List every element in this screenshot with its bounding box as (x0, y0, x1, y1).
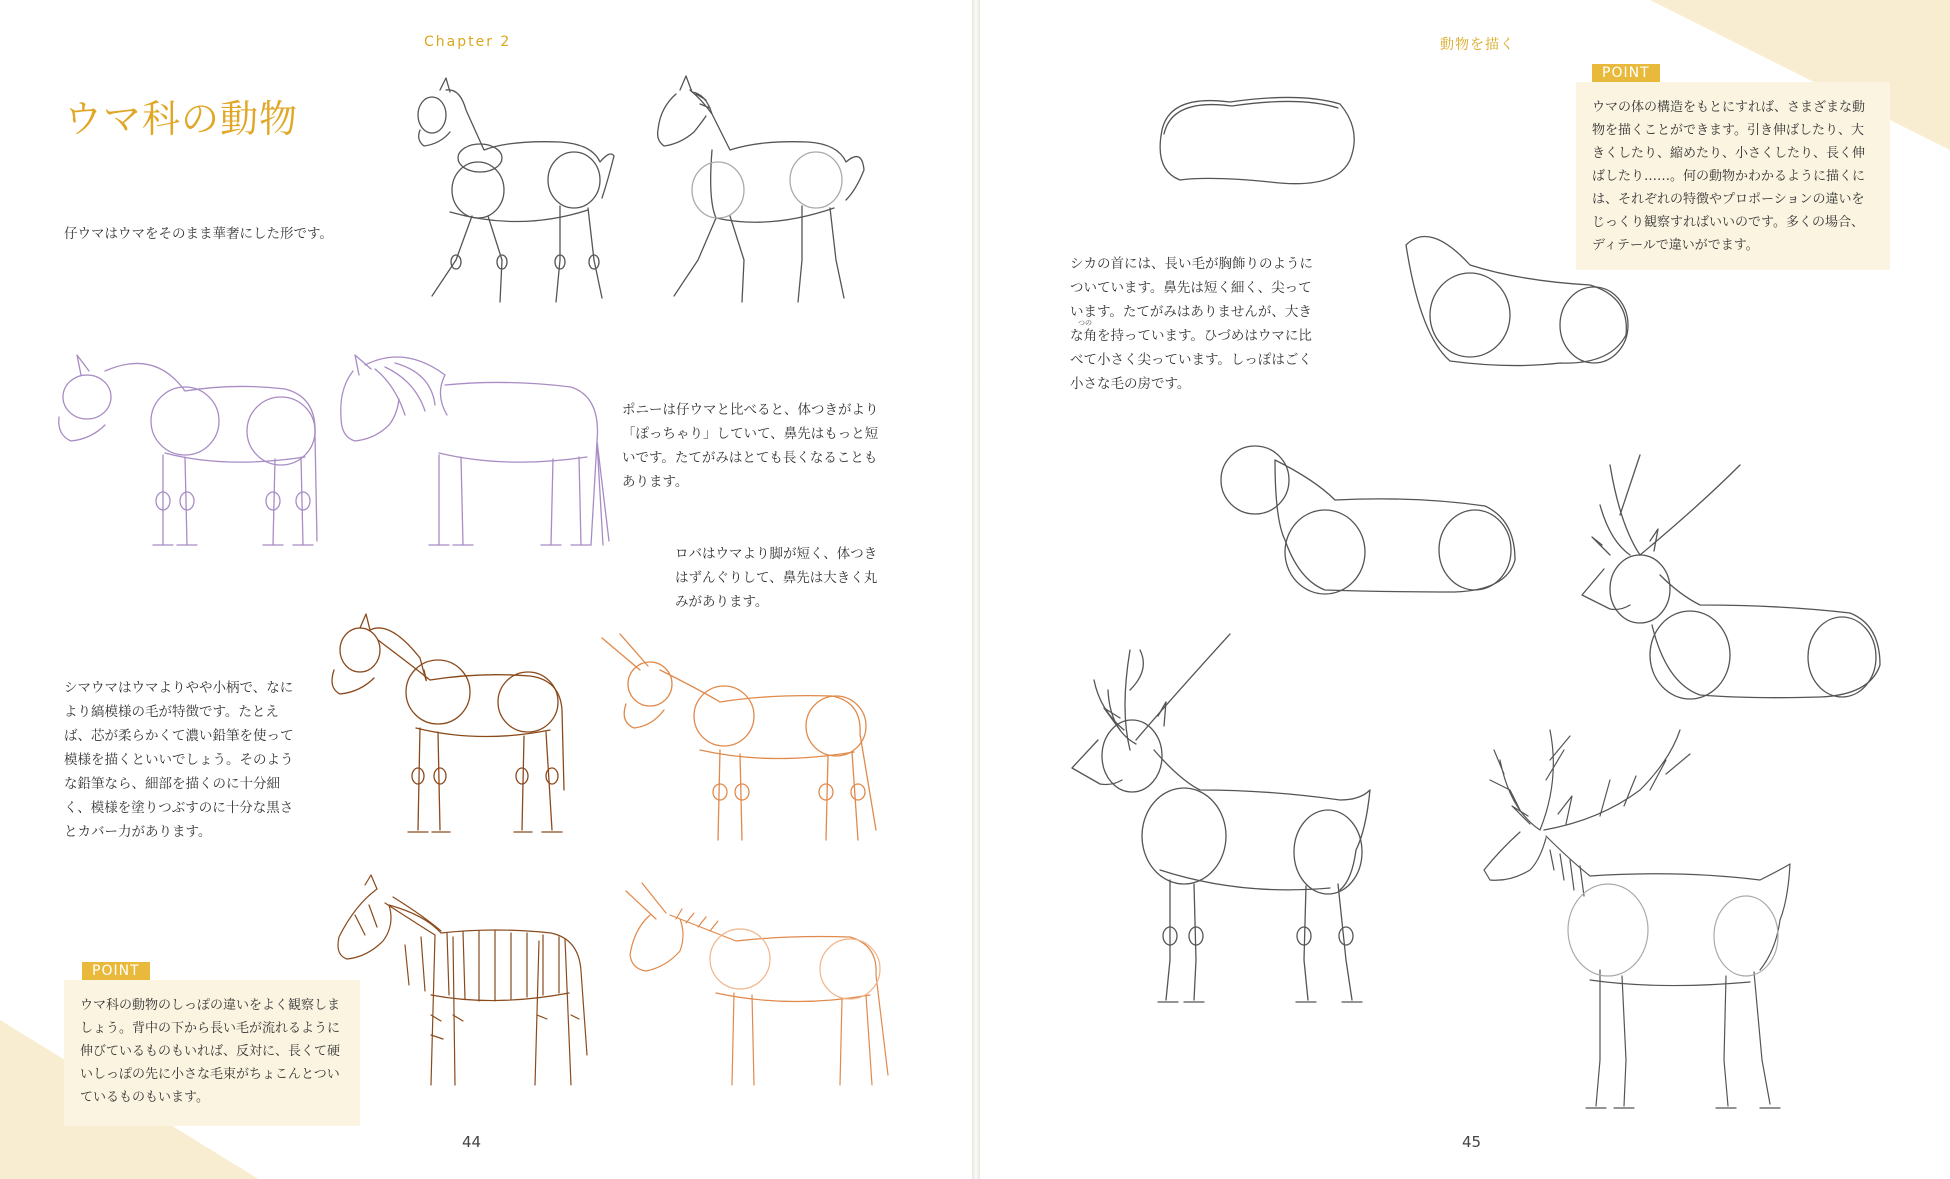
deer-sketch-finished (1480, 720, 1820, 1120)
zebra-sketch-construction (320, 610, 600, 850)
deer-sketch-construction (1070, 630, 1410, 1010)
section-running-head: 動物を描く (1440, 37, 1515, 53)
pony-description: ポニーは仔ウマと比べると、体つきがより「ぽっちゃり」していて、鼻先はもっと短いです。たてがみはとても長くなることもあります。 (622, 402, 879, 490)
book-gutter (972, 0, 980, 1179)
page-title: ウマ科の動物 (64, 97, 299, 141)
chapter-running-head: Chapter 2 (424, 34, 512, 50)
point-text: ウマの体の構造をもとにすれば、さまざまな動物を描くことができます。引き伸ばしたり、大きくしたり、縮めたり、小さくしたり、長く伸ばしたり……。何の動物かわかるように描くには、それぞれの特徴やプロポーションの違いをじっくり観察すればいいのです。多くの場合、ディテールで違いがでます。 (1592, 100, 1866, 253)
foal-description: 仔ウマはウマをそのまま華奢にした形です。 (64, 226, 333, 242)
deer-description-text: シカの首には、長い毛が胸飾りのようについています。鼻先は短く細く、尖っています。たてがみはありませんが、大きな角を持っています。ひづめはウマに比べて小さく尖っています。しっぽはごく小さな毛の房です。 (1070, 256, 1313, 392)
foal-sketch-finished (650, 70, 890, 310)
donkey-sketch-finished (620, 875, 900, 1095)
point-label: POINT (82, 962, 150, 980)
donkey-description: ロバはウマより脚が短く、体つきはずんぐりして、鼻先は大きく丸みがあります。 (675, 546, 878, 610)
deer-description (1070, 252, 1320, 396)
pony-sketch-finished (335, 345, 615, 555)
zebra-sketch-finished (325, 875, 605, 1095)
point-label: POINT (1592, 64, 1660, 82)
page-number: 45 (1462, 1133, 1482, 1151)
pony-sketch-construction (55, 345, 335, 555)
left-page (0, 0, 972, 1179)
page-number: 44 (462, 1133, 482, 1151)
right-page (980, 0, 1950, 1179)
deer-step-body-oval (1150, 90, 1390, 210)
donkey-sketch-construction (600, 630, 900, 850)
point-text: ウマ科の動物のしっぽの違いをよく観察しましょう。背中の下から長い毛が流れるように伸びているものもいれば、反対に、長くて硬いしっぽの先に小さな毛束がちょこんとついているものもいます。 (80, 998, 341, 1105)
point-box (64, 980, 360, 1126)
deer-step-neck-chest (1390, 225, 1650, 385)
foal-sketch-construction (410, 70, 650, 310)
zebra-description: シマウマはウマよりやや小柄で、なにより縞模様の毛が特徴です。たとえば、芯が柔らかくて濃い鉛筆を使って模様を描くといいでしょう。そのような鉛筆なら、細部を描くのに十分細く、模様を塗りつぶすのに十分な黒さとカバー力があります。 (64, 680, 294, 840)
deer-step-head-body (1215, 440, 1535, 620)
deer-step-antlers (1580, 445, 1920, 715)
ruby-reading: つの (1078, 319, 1092, 327)
